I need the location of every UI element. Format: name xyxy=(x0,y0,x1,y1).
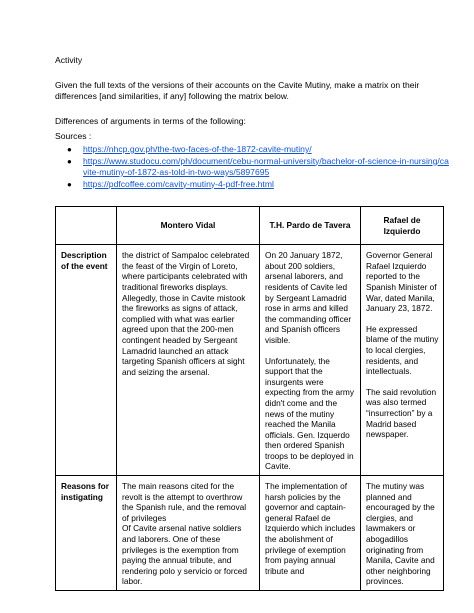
cell-montero-reasons xyxy=(117,476,260,591)
source-link-studocu[interactable]: https://www.studocu.com/ph/document/cebu-normal-university/bachelor-of-science-in-nursing/cavite-mutiny-of-1872-as-told-in-two-ways/5897695 xyxy=(83,155,449,177)
row-label-reasons: Reasons for instigating xyxy=(56,476,117,591)
header-row xyxy=(56,207,444,245)
sources-label: Sources : xyxy=(55,131,92,141)
header-empty xyxy=(56,207,117,245)
cell-montero-description xyxy=(117,245,260,476)
cell-text: The implementation of harsh policies by the governor and captain-general Rafael de Izquierdo which includes the abolishment of privilege of exemption from paying annual tribute and xyxy=(265,481,356,576)
cell-text: The main reasons cited for the revolt is the attempt to overthrow the Spanish rule, and the removal of privileges xyxy=(122,481,247,523)
source-item xyxy=(55,144,450,156)
bullet-icon: ● xyxy=(67,156,72,166)
source-item xyxy=(55,156,450,179)
table-row xyxy=(56,245,444,476)
bullet-icon: ● xyxy=(67,179,72,189)
header-montero-vidal: Montero Vidal xyxy=(117,207,260,245)
cell-text: the district of Sampaloc celebrated the feast of the Virgin of Loreto, where participants celebrated with traditional fireworks displays. Allegedly, those in Cavite mistook the fireworks as signs of attack, complied with what was earlier agreed upon that the 200-men contingent headed by Sergeant Lamadrid launched an attack targeting Spanish officers at sight and seizing the arsenal. xyxy=(122,250,250,377)
cell-text: He expressed blame of the mutiny to local clergies, residents, and intellectuals. xyxy=(366,323,439,377)
differences-line: Differences of arguments in terms of the following: xyxy=(55,116,246,126)
cell-text: Governor General Rafael Izquierdo reported to the Spanish Minister of War, dated Manila, January 23, 1872. xyxy=(366,250,437,314)
header-pardo-de-tavera: T.H. Pardo de Tavera xyxy=(260,207,361,245)
instructions-paragraph: Given the full texts of the versions of their accounts on the Cavite Mutiny, make a matrix on their differences [and similarities, if any] following the matrix below. xyxy=(55,80,420,101)
cell-izquierdo-description xyxy=(361,245,444,476)
comparison-matrix xyxy=(55,206,444,591)
cell-izquierdo-reasons xyxy=(361,476,444,591)
cell-text: The mutiny was planned and encouraged by the clergies, and lawmakers or abogadillos originating from Manila, Cavite and other neighboring provinces. xyxy=(366,481,435,587)
cell-text: The said revolution was also termed “insurrection” by a Madrid based newspaper. xyxy=(366,386,437,440)
source-link-pdfcoffee[interactable]: https://pdfcoffee.com/cavity-mutiny-4-pdf-free.html xyxy=(83,178,274,189)
cell-text: Of Cavite arsenal native soldiers and laborers. One of these privileges is the exemption from paying the annual tribute, and rendering polo y servicio or forced labor. xyxy=(122,523,247,587)
cell-text: On 20 January 1872, about 200 soldiers, arsenal laborers, and residents of Cavite led by Sergeant Lamadrid rose in arms and killed the commanding officer and Spanish officers visible. xyxy=(265,250,352,345)
row-label-description: Description of the event xyxy=(56,245,117,476)
cell-tavera-description xyxy=(260,245,361,476)
sources-list xyxy=(55,144,450,190)
cell-tavera-reasons xyxy=(260,476,361,591)
header-izquierdo: Rafael de Izquierdo xyxy=(361,207,444,245)
cell-text: Unfortunately, the support that the insurgents were expecting from the army didn't come and the news of the mutiny reached the Manila officials. Gen. Izquerdo then ordered Spanish troops to be deployed in Cavite. xyxy=(265,355,354,472)
source-item xyxy=(55,179,450,191)
bullet-icon: ● xyxy=(67,145,72,154)
source-link-nhcp[interactable]: https://nhcp.gov.ph/the-two-faces-of-the-1872-cavite-mutiny/ xyxy=(83,144,312,154)
table-row xyxy=(56,476,444,591)
page-title: Activity xyxy=(55,55,83,65)
